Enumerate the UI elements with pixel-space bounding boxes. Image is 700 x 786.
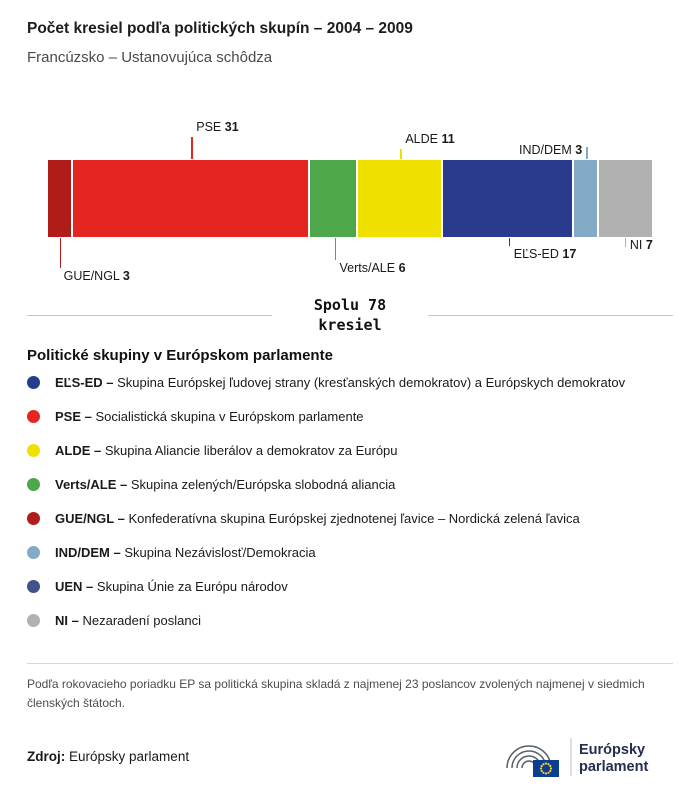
legend-label: GUE/NGL – Konfederatívna skupina Európskej zjednotenej ľavice – Nordická zelená ľavica: [55, 510, 580, 526]
legend-color-dot: [27, 546, 40, 559]
bar-segment-alde: [356, 160, 441, 237]
callout-line-gue-ngl: [60, 238, 62, 268]
legend-item-7: [27, 603, 673, 637]
logo-text-line2: parlament: [579, 759, 649, 776]
callout-label-ni: NI 7: [629, 238, 653, 252]
bar-segment-gue-ngl: [48, 160, 71, 237]
source-label: Zdroj:: [27, 748, 66, 764]
legend-label: Verts/ALE – Skupina zelených/Európska slobodná aliancia: [55, 476, 396, 492]
legend-item-3: [27, 467, 673, 501]
total-seats-label: [314, 296, 386, 335]
page-subtitle: Francúzsko – Ustanovujúca schôdza: [27, 49, 273, 66]
callout-line-pse: [191, 137, 193, 159]
legend-item-0: [27, 365, 673, 399]
callout-label-alde: ALDE 11: [405, 132, 455, 146]
legend-color-dot: [27, 376, 40, 389]
bar-segment-verts-ale: [308, 160, 356, 237]
legend-color-dot: [27, 512, 40, 525]
legend-item-6: [27, 569, 673, 603]
footnote-divider: [27, 663, 673, 664]
legend-label: NI – Nezaradení poslanci: [55, 612, 201, 628]
source: [27, 749, 189, 764]
callout-line-ni: [625, 238, 627, 247]
bar-segment-ind-dem: [572, 160, 597, 237]
bar-segment-e-s-ed: [441, 160, 572, 237]
divider-right: [428, 315, 673, 316]
total-seats-row: [27, 296, 673, 335]
legend-label: ALDE – Skupina Aliancie liberálov a demokratov za Európu: [55, 442, 398, 458]
footer-row: [27, 732, 673, 780]
legend-color-dot: [27, 614, 40, 627]
legend-label: PSE – Socialistická skupina v Európskom parlamente: [55, 408, 364, 424]
european-parliament-logo: [497, 732, 673, 780]
callout-label-e-s-ed: EĽS-ED 17: [513, 247, 577, 261]
legend-title: Politické skupiny v Európskom parlamente: [27, 347, 333, 364]
legend-label: UEN – Skupina Únie za Európu národov: [55, 578, 288, 594]
legend-item-1: [27, 399, 673, 433]
legend-color-dot: [27, 444, 40, 457]
callout-line-e-s-ed: [509, 238, 511, 246]
legend-item-5: [27, 535, 673, 569]
legend-color-dot: [27, 580, 40, 593]
header: [0, 0, 700, 66]
divider-left: [27, 315, 272, 316]
callout-line-alde: [400, 149, 402, 159]
source-value: Európsky parlament: [69, 748, 190, 764]
callout-label-verts-ale: Verts/ALE 6: [339, 261, 406, 275]
stacked-bar: [48, 160, 652, 237]
legend-label: EĽS-ED – Skupina Európskej ľudovej strany (kresťanských demokratov) a Európskych demokratov: [55, 374, 626, 390]
page-title: Počet kresiel podľa politických skupín – 2004 – 2009: [27, 20, 413, 37]
callout-label-pse: PSE 31: [196, 120, 239, 134]
seats-stacked-bar-chart: [48, 115, 652, 289]
callout-label-ind-dem: IND/DEM 3: [518, 143, 583, 157]
logo-text-line1: Európsky: [579, 742, 646, 759]
total-line1: Spolu 78: [313, 296, 387, 314]
eu-flag-icon: [533, 760, 559, 777]
legend-item-2: [27, 433, 673, 467]
legend-label: IND/DEM – Skupina Nezávislosť/Demokracia: [55, 544, 316, 560]
bar-segment-ni: [597, 160, 652, 237]
european-parliament-logo-graphic: [497, 732, 673, 780]
total-line2: kresiel: [318, 315, 382, 334]
callout-line-ind-dem: [586, 147, 588, 159]
bar-segment-pse: [71, 160, 308, 237]
callout-line-verts-ale: [335, 238, 337, 260]
callout-label-gue-ngl: GUE/NGL 3: [63, 269, 130, 283]
legend-color-dot: [27, 478, 40, 491]
legend-color-dot: [27, 410, 40, 423]
footnote: Podľa rokovacieho poriadku EP sa politická skupina skladá z najmenej 23 poslancov zvolených najmenej v siedmich členských štátoch.: [27, 677, 645, 710]
legend: [27, 365, 673, 637]
legend-item-4: [27, 501, 673, 535]
